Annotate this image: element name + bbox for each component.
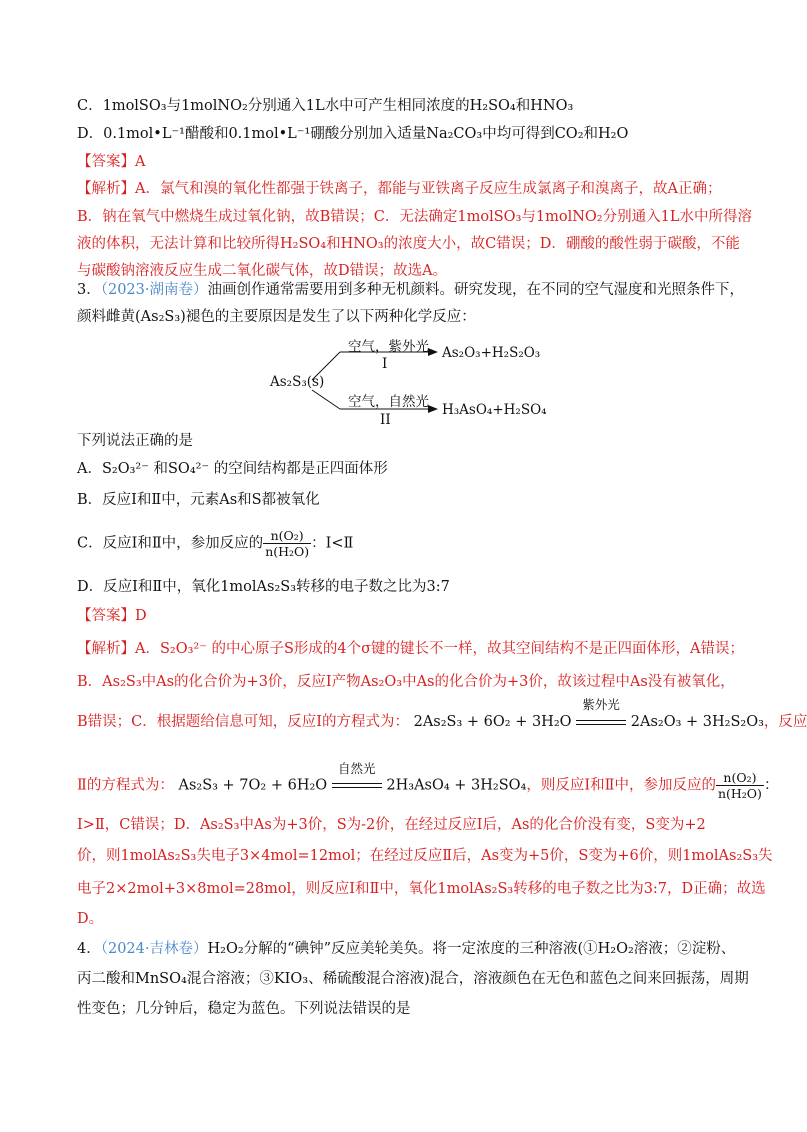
- q3-analysis-line-6: 价，则1molAs₂S₃失电子3×4mol=12mol；在经过反应Ⅱ后，As变为+5价，S变为+6价，则1molAs₂S₃失: [77, 848, 773, 864]
- scheme-r2-product: H₃AsO₄+H₂SO₄: [442, 402, 547, 418]
- q3-option-c[interactable]: [77, 528, 353, 559]
- arrow-1-head: [428, 348, 438, 356]
- q3-option-a[interactable]: A．S₂O₃²⁻ 和SO₄²⁻ 的空间结构都是正四面体形: [77, 461, 388, 477]
- equation-2-condition: 自然光: [338, 760, 376, 776]
- equation-2-right: 2H₃AsO₄ + 3H₂SO₄: [386, 777, 527, 794]
- q3-analysis-text: B错误；C．根据题给信息可知，反应I的方程式为：: [77, 714, 409, 730]
- q3-stem-text-b: 褪色的主要原因是发生了以下两种化学反应：: [185, 309, 476, 325]
- q4-source: （2024·吉林卷）: [100, 941, 208, 957]
- q3-source: （2023·湖南卷）: [100, 282, 208, 298]
- q3-analysis-line-2: B．As₂S₃中As的化合价为+3价，反应Ⅰ产物As₂O₃中As的化合价为+3价，故该过程中As没有被氧化，: [77, 674, 735, 690]
- q3-analysis-text: ，则反应Ⅰ和Ⅱ中，参加反应的: [526, 777, 716, 794]
- q3-analysis-line-1: 【解析】A．S₂O₃²⁻ 的中心原子S形成的4个σ键的键长不一样，故其空间结构不是正四面体形，A错误；: [77, 641, 745, 657]
- arrow-2-head: [428, 405, 438, 413]
- o2-h2o-fraction: [716, 770, 764, 801]
- scheme-r1-condition: 空气，紫外光: [348, 339, 429, 355]
- equation-1-condition: 紫外光: [582, 697, 620, 712]
- q3-analysis-text: Ⅱ的方程式为：: [77, 777, 174, 794]
- q3-stem-line-2: [77, 308, 476, 326]
- q4-number: 4．: [77, 941, 101, 957]
- equation-2-left: As₂S₃ + 7O₂ + 6H₂O: [178, 777, 328, 794]
- q3-analysis-line-3: [77, 697, 807, 731]
- q3-analysis-text: ，反应: [763, 714, 807, 730]
- q3-option-b[interactable]: B．反应Ⅰ和Ⅱ中，元素As和S都被氧化: [77, 492, 320, 508]
- q3-option-d[interactable]: D．反应Ⅰ和Ⅱ中，氧化1molAs₂S₃转移的电子数之比为3:7: [77, 579, 450, 595]
- q4-stem-text: H₂O₂分解的“碘钟”反应美轮美奂。将一定浓度的三种溶液(①H₂O₂溶液；②淀粉、: [207, 941, 736, 957]
- q3-pigment-formula: (As₂S₃): [135, 309, 186, 325]
- q3-analysis-text: ：: [763, 777, 779, 794]
- q3-stem-text-a: 颜料雌黄: [77, 309, 135, 325]
- q3-analysis-line-4: [77, 760, 779, 801]
- q3-option-c-text: C．反应Ⅰ和Ⅱ中，参加反应的: [77, 535, 264, 552]
- scheme-reactant: As₂S₃(s): [270, 374, 325, 390]
- equation-1-left: 2As₂S₃ + 6O₂ + 3H₂O: [413, 714, 572, 730]
- scheme-r2-condition: 空气，自然光: [348, 394, 429, 410]
- equation-1-sign: [576, 697, 626, 731]
- fraction-denominator: n(H₂O): [717, 786, 762, 801]
- q2-analysis-line-3: 液的体积，无法计算和比较所得H₂SO₄和HNO₃的浓度大小，故C错误；D．硼酸的酸性弱于碳酸，不能: [77, 236, 740, 252]
- q3-analysis-line-8: D。: [77, 911, 104, 927]
- q4-stem-line-3: 性变色；几分钟后，稳定为蓝色。下列说法错误的是: [77, 1001, 411, 1017]
- q3-analysis-line-7: 电子2×2mol+3×8mol=28mol，则反应Ⅰ和Ⅱ中，氧化1molAs₂S₃转移的电子数之比为3:7，D正确；故选: [77, 881, 766, 897]
- q2-analysis-line-2: B．钠在氧气中燃烧生成过氧化钠，故B错误；C．无法确定1molSO₃与1molNO₂分别通入1L水中所得溶: [77, 209, 752, 225]
- q2-answer: 【答案】A: [77, 154, 146, 170]
- scheme-r2-label: II: [380, 412, 391, 428]
- o2-h2o-fraction: [263, 528, 311, 559]
- scheme-r1-label: I: [382, 356, 388, 372]
- q3-number: 3．: [77, 282, 101, 298]
- q4-stem-line-1: [77, 940, 735, 958]
- q3-prompt: 下列说法正确的是: [77, 433, 193, 449]
- q2-option-c[interactable]: C．1molSO₃与1molNO₂分别通入1L水中可产生相同浓度的H₂SO₄和HNO₃: [77, 98, 574, 114]
- fraction-numerator: n(O₂): [263, 528, 311, 544]
- equation-1-right: 2As₂O₃ + 3H₂S₂O₃: [630, 714, 764, 730]
- fraction-numerator: n(O₂): [716, 770, 764, 786]
- q2-analysis-line-4: 与碳酸钠溶液反应生成二氧化碳气体，故D错误；故选A。: [77, 263, 448, 279]
- reaction-scheme: [270, 332, 570, 432]
- q2-option-d[interactable]: D．0.1mol•L⁻¹醋酸和0.1mol•L⁻¹硼酸分别加入适量Na₂CO₃中均可得到CO₂和H₂O: [77, 126, 629, 142]
- q2-analysis-line-1: 【解析】A．氯气和溴的氧化性都强于铁离子，都能与亚铁离子反应生成氯离子和溴离子，故A正确；: [77, 181, 722, 197]
- q3-stem-line-1: [77, 281, 744, 299]
- q3-stem-text: 油画创作通常需要用到多种无机颜料。研究发现，在不同的空气湿度和光照条件下，: [207, 282, 744, 298]
- fraction-denominator: n(H₂O): [265, 544, 310, 559]
- equation-2-sign: [332, 760, 382, 795]
- q3-analysis-line-5: Ⅰ>Ⅱ，C错误；D．As₂S₃中As为+3价，S为-2价，在经过反应Ⅰ后，As的化合价没有变，S变为+2: [77, 817, 706, 833]
- branch-line-lower: [312, 390, 340, 409]
- q3-option-c-comparison: ：Ⅰ<Ⅱ: [311, 535, 354, 552]
- scheme-r1-product: As₂O₃+H₂S₂O₃: [442, 345, 541, 361]
- q3-answer: 【答案】D: [77, 608, 147, 624]
- q4-stem-line-2: 丙二酸和MnSO₄混合溶液；③KIO₃、稀硫酸混合溶液)混合，溶液颜色在无色和蓝色之间来回振荡，周期: [77, 971, 749, 987]
